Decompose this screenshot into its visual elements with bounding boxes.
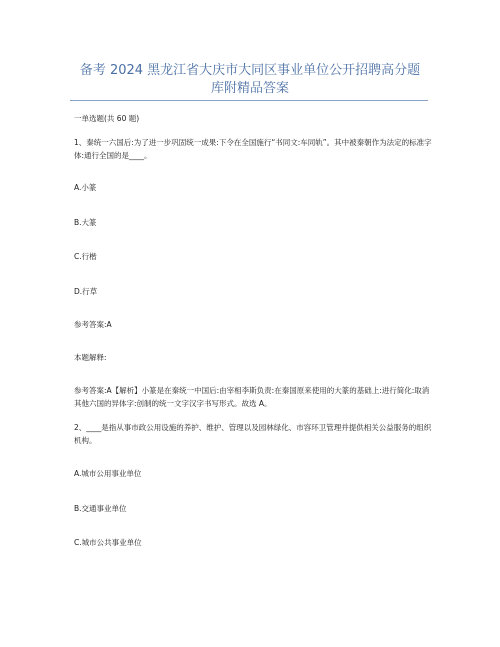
question-1-analysis: 参考答案:A【解析】小篆是在秦统一中国后:由宰相李斯负责:在秦国原来使用的大篆的基础上:进行简化:取消其他六国的异体字:创制的统一文字汉字书写形式。故选 A。 <box>74 386 430 408</box>
question-1-answer: 参考答案:A <box>74 320 112 329</box>
question-1-analysis-label: 本题解释: <box>74 353 107 362</box>
question-1-stem: 1、秦统一六国后:为了进一步巩固统一成果:下令在全国施行“书同文:车同轨”。其中被秦朝作为法定的标准字体:通行全国的是____。 <box>74 138 432 160</box>
question-1-option-a: A.小篆 <box>74 183 97 192</box>
question-2-option-a: A.城市公用事业单位 <box>74 469 142 478</box>
question-1-option-b: B.大篆 <box>74 218 97 227</box>
question-2-option-c: C.城市公共事业单位 <box>74 538 142 547</box>
title-line-2: 库附精品答案 <box>210 81 289 96</box>
title-line-1: 备考 2024 黑龙江省大庆市大同区事业单位公开招聘高分题 <box>79 63 421 78</box>
title-divider <box>70 100 428 101</box>
document-title <box>60 62 440 98</box>
question-2-stem: 2、____是指从事市政公用设施的养护、维护、管理以及园林绿化、市容环卫管理并提供相关公益服务的组织机构。 <box>74 423 432 445</box>
section-heading: 一单选题(共 60 题) <box>74 114 140 123</box>
question-2-option-b: B.交通事业单位 <box>74 504 127 513</box>
question-1-option-c: C.行楷 <box>74 252 97 261</box>
question-1-option-d: D.行草 <box>74 287 98 296</box>
